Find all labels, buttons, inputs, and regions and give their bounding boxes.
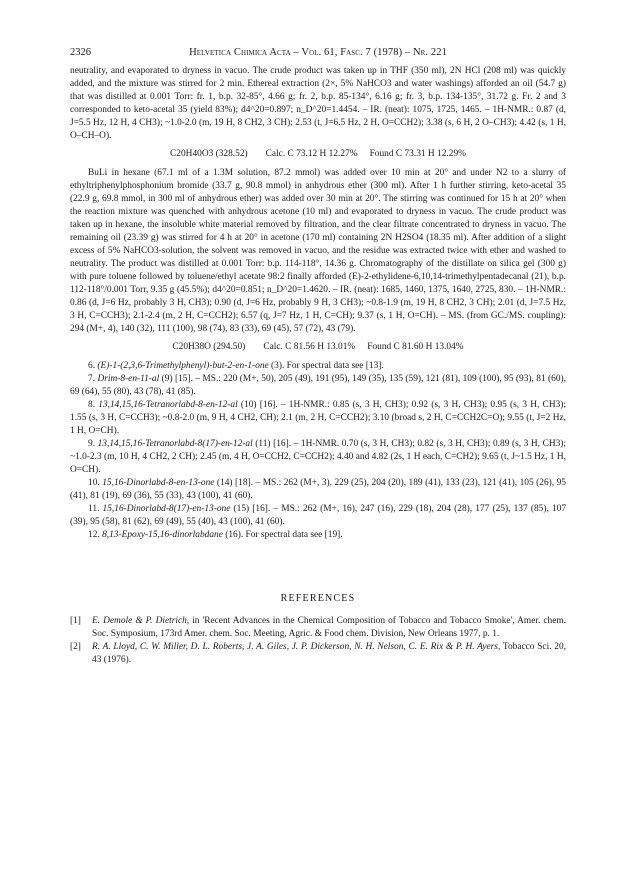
- compound-name: 13,14,15,16-Tetranorlabd-8-en-12-al: [98, 400, 238, 410]
- compound-entry: [70, 477, 566, 503]
- compound-entry: [70, 399, 566, 438]
- entry-number: 10.: [88, 478, 100, 488]
- entry-data: (3). For spectral data see [13].: [268, 361, 384, 371]
- molecular-formula: C20H38O (294.50): [172, 342, 246, 352]
- reference-entry: [70, 615, 566, 641]
- compound-entry: [70, 503, 566, 529]
- compound-entry: [70, 438, 566, 477]
- compound-name: 8,13-Epoxy-15,16-dinorlabdane: [102, 530, 223, 540]
- entry-number: 12.: [88, 530, 100, 540]
- entry-number: 7.: [88, 374, 96, 384]
- experimental-paragraph-keto-acetal: neutrality, and evaporated to dryness in vacuo. The crude product was taken up in THF (350 ml), 2N HCl (208 ml) was quickly added, and the mixture was stirred for 2 min. Ethereal extraction (2×, 5% NaHCO3 and water washings) afforded an oil (54.7 g) that was distilled at 0.001 Torr: fr. 1, b.p. 32-85°, 4.66 g; fr. 2, b.p. 85-134°, 6.16 g; fr. 3, b.p. 134-135°, 31.72 g. Fr. 2 and 3 corresponded to keto-acetal 35 (yield 83%); d4^20=0.897; n_D^20=1.4454. – IR. (neat): 1075, 1725, 1465. – 1H-NMR.: 0.87 (d, J=5.5 Hz, 12 H, 4 CH3); ~1.0-2.0 (m, 19 H, 8 CH2, 3 CH); 2.53 (t, J=6.5 Hz, 2 H, O=CCH2); 3.38 (s, 6 H, 2 O–CH3); 4.42 (s, 1 H, O–CH–O).: [70, 66, 566, 141]
- calculated-values: Calc. C 81.56 H 13.01%: [263, 342, 356, 352]
- molecular-formula: C20H40O3 (328.52): [170, 149, 248, 159]
- compound-name: 15,16-Dinorlabd-8-en-13-one: [102, 478, 215, 488]
- found-values: Found C 81.60 H 13.04%: [367, 342, 464, 352]
- compound-name: 13,14,15,16-Tetranorlabd-8(17)-en-12-al: [97, 439, 253, 449]
- elemental-analysis-1: [70, 148, 566, 161]
- entry-number: 9.: [88, 439, 96, 449]
- reference-authors: E. Demole & P. Dietrich,: [92, 616, 190, 626]
- compound-entry: [70, 529, 566, 542]
- entry-data: (15) [16]. – MS.: 262 (M+, 16), 247 (16), 229 (18), 204 (28), 177 (25), 137 (85), 107 (39), 95 (58), 81 (62), 69 (49), 55 (40), 43 (100), 41 (60).: [70, 504, 567, 527]
- reference-citation: in 'Recent Advances in the Chemical Composition of Tobacco and Tobacco Smoke', Amer. chem. Soc. Symposium, 173rd Amer. chem. Soc. Meeting, Agric. & Food chem. Division, New Orleans 1977, p. 1.: [92, 616, 566, 639]
- entry-data: (10) [16]. – 1H-NMR.: 0.85 (s, 3 H, CH3); 0.92 (s, 3 H, CH3); 0.95 (s, 3 H, CH3); 1.55 (s, 3 H, C=CCH3); ~0.8-2.0 (m, 9 H, 4 CH2, CH); 2.1 (m, 2 H, C=CCH2); 3.10 (broad s, 2 H, C=CCH2C=O); 9.55 (t, J=2 Hz, 1 H, O=CH).: [70, 400, 566, 436]
- reference-number: [1]: [70, 616, 81, 626]
- entry-data: (16). For spectral data see [19].: [222, 530, 343, 540]
- compound-name: Drim-8-en-11-al: [97, 374, 160, 384]
- found-values: Found C 73.31 H 12.29%: [369, 149, 466, 159]
- entry-data: (11) [16]. – 1H-NMR. 0.70 (s, 3 H, CH3); 0.82 (s, 3 H, CH3); 0.89 (s, 3 H, CH3); ~1.0-2.3 (m, 10 H, 4 CH2, 2 CH); 2.45 (m, 4 H, O=CCH2, C=CCH2); 4.40 and 4.82 (2s, 1 H each, C=CH2); 9.65 (t, J~1.5 Hz, 1 H, O=CH).: [70, 439, 567, 475]
- journal-running-head: Helvetica Chimica Acta – Vol. 61, Fasc. 7 (1978) – Nr. 221: [189, 47, 447, 58]
- entry-number: 6.: [88, 361, 96, 371]
- reference-number: [2]: [70, 642, 81, 652]
- entry-data: (9) [15]. – MS.: 220 (M+, 50), 205 (49), 191 (95), 149 (35), 135 (59), 121 (81), 109 (100), 95 (93), 81 (60), 69 (64), 55 (80), 43 (78), 41 (85).: [70, 374, 566, 397]
- entry-data: (14) [18]. – MS.: 262 (M+, 3), 229 (25), 204 (20), 189 (41), 133 (23), 121 (41), 105 (26), 95 (41), 81 (19), 69 (36), 55 (33), 43 (100), 41 (60).: [70, 478, 566, 501]
- entry-number: 8.: [88, 400, 96, 410]
- page-number: 2326: [70, 47, 91, 58]
- compound-entry: [70, 360, 566, 373]
- experimental-paragraph-aldehyde-21: BuLi in hexane (67.1 ml of a 1.3M solution, 87.2 mmol) was added over 10 min at 20° and under N2 to a slurry of ethyltriphenylphosphonium bromide (33.7 g, 90.8 mmol) in anhydrous ether (300 ml). After 1 h further stirring, keto-acetal 35 (22.9 g, 69.8 mmol, in 300 ml of anhydrous ether) was added over 30 min at 20°. The stirring was continued for 15 h at 20° when the reaction mixture was quenched with anhydrous acetone (10 ml) and evaporated to dryness in vacuo. The crude product was taken up in hexane, the insoluble white material removed by filtration, and the clear filtrate concentrated to dryness in vacuo. The remaining oil (23.39 g) was stirred for 4 h at 20° in acetone (170 ml) containing 2N H2SO4 (18.35 ml). After addition of a slight excess of 5% NaHCO3-solution, the solvent was removed in vacuo, and the residue was extracted twice with ether and washed to neutrality. The product was distilled at 0.001 Torr: b.p. 114-118°, 14.36 g. Chromatography of the distillate on silica gel (300 g) with pure toluene followed by toluene/ethyl acetate 98:2 finally afforded (E)-2-ethylidene-6,10,14-trimethylpentadecanal (21), b.p. 112-118°/0.001 Torr, 9.35 g (45.5%); d4^20=0.851; n_D^20=1.4620. – IR. (neat): 1685, 1460, 1375, 1640, 2725, 830. – 1H-NMR.: 0.86 (d, J=6 Hz, probably 3 H, CH3); 0.90 (d, J=6 Hz, probably 9 H, 3 CH3); ~0.8-1.9 (m, 19 H, 8 CH2, 3 CH); 2.01 (d, J=7.5 Hz, 3 H, C=CCH3); 2.1-2.4 (m, 2 H, C=CCH2); 6.57 (q, J=7 Hz, 1 H, C=CH); 9.37 (s, 1 H, O=CH). – MS. (from GC./MS. coupling): 294 (M+, 4), 140 (32), 111 (100), 98 (74), 83 (33), 69 (45), 57 (72), 43 (79).: [70, 168, 566, 334]
- elemental-analysis-2: [70, 341, 566, 354]
- calculated-values: Calc. C 73.12 H 12.27%: [265, 149, 358, 159]
- references-heading: REFERENCES: [280, 593, 356, 604]
- compound-name: 15,16-Dinorlabd-8(17)-en-13-one: [102, 504, 231, 514]
- article-body: [70, 65, 566, 667]
- reference-entry: [70, 641, 566, 667]
- entry-number: 11.: [88, 504, 100, 514]
- reference-authors: R. A. Lloyd, C. W. Miller, D. L. Roberts, J. A. Giles, J. P. Dickerson, N. H. Nelson, C. E. Rix & P. H. Ayers,: [92, 642, 501, 652]
- page-header: [70, 46, 566, 60]
- reference-citation: Tobacco Sci. 20, 43 (1976).: [92, 642, 566, 665]
- compound-entry: [70, 373, 566, 399]
- compound-name: (E)-1-(2,3,6-Trimethylphenyl)-but-2-en-1-one: [97, 361, 269, 371]
